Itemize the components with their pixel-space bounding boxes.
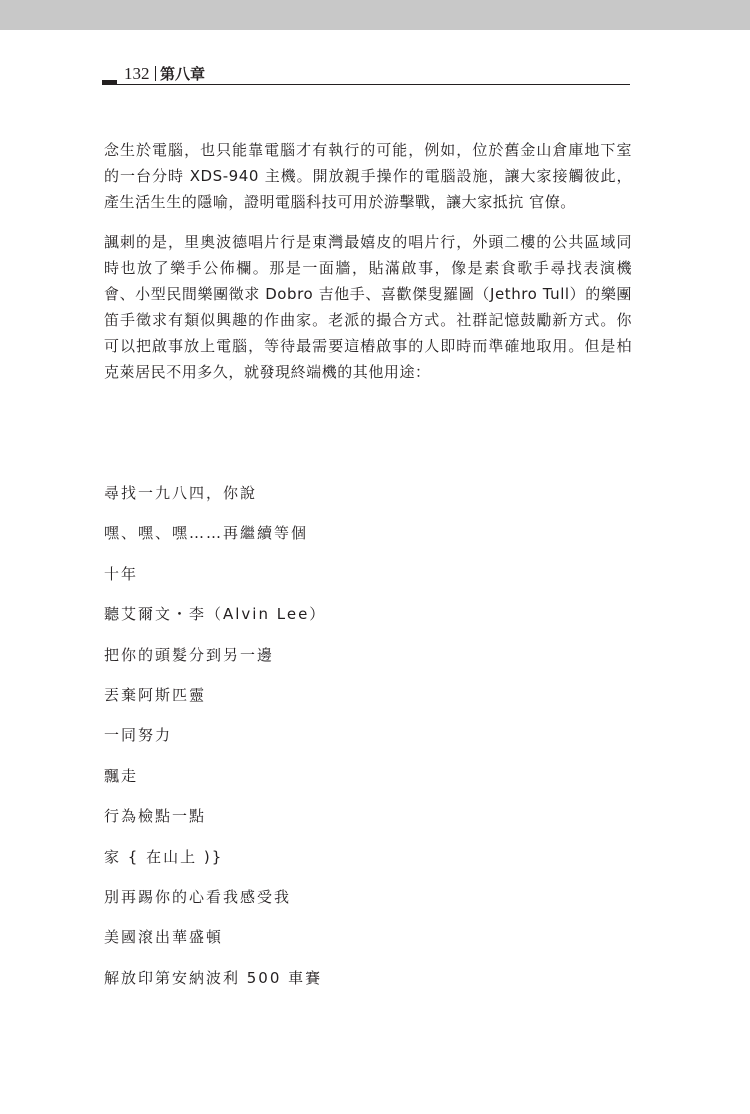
header-mark	[102, 80, 117, 85]
lyric-line: 家 { 在山上 )}	[104, 847, 224, 866]
page-number: 132	[124, 64, 150, 83]
lyric-line: 美國滾出華盛頓	[104, 928, 224, 947]
lyric-line: 聽艾爾文・李（Alvin Lee）	[104, 605, 327, 624]
running-head	[102, 62, 630, 88]
top-scan-band	[0, 0, 750, 30]
lyric-line: 解放印第安納波利 500 車賽	[104, 968, 323, 987]
lyric-line: 嘿、嘿、嘿……再繼續等個	[104, 524, 309, 543]
paragraph: 念生於電腦，也只能靠電腦才有執行的可能，例如，位於舊金山倉庫地下室的一台分時 XDS-940 主機。開放親手操作的電腦設施，讓大家接觸彼此，產生活生生的隱喻，證明電腦科技可用於游擊戰，讓大家抵抗 官僚。	[104, 141, 632, 211]
lyrics-list	[104, 480, 632, 1005]
header-rule	[117, 84, 630, 85]
header-separator	[155, 66, 157, 81]
lyric-line: 行為檢點一點	[104, 807, 207, 826]
header-text	[124, 64, 205, 84]
lyric-line: 十年	[104, 564, 139, 583]
lyric-line: 別再踢你的心看我感受我	[104, 887, 292, 906]
paragraph: 諷刺的是，里奧波德唱片行是東灣最嬉皮的唱片行，外頭二樓的公共區域同時也放了樂手公佈欄。那是一面牆，貼滿啟事，像是素食歌手尋找表演機會、小型民間樂團徵求 Dobro 吉他手、喜歡傑叟羅圖（Jethro Tull）的樂團笛手徵求有類似興趣的作曲家。老派的撮合方式。社群記憶鼓勵新方式。你可以把啟事放上電腦，等待最需要這樁啟事的人即時而準確地取用。但是柏克萊居民不用多久，就發現終端機的其他用途：	[104, 233, 632, 381]
lyric-line: 丟棄阿斯匹靈	[104, 685, 207, 704]
lyric-line: 一同努力	[104, 726, 173, 745]
lyric-line: 飄走	[104, 766, 139, 785]
lyric-line: 把你的頭髮分到另一邊	[104, 645, 275, 664]
lyric-line: 尋找一九八四，你說	[104, 484, 258, 502]
chapter-title: 第八章	[160, 65, 206, 83]
body-text	[104, 137, 632, 399]
